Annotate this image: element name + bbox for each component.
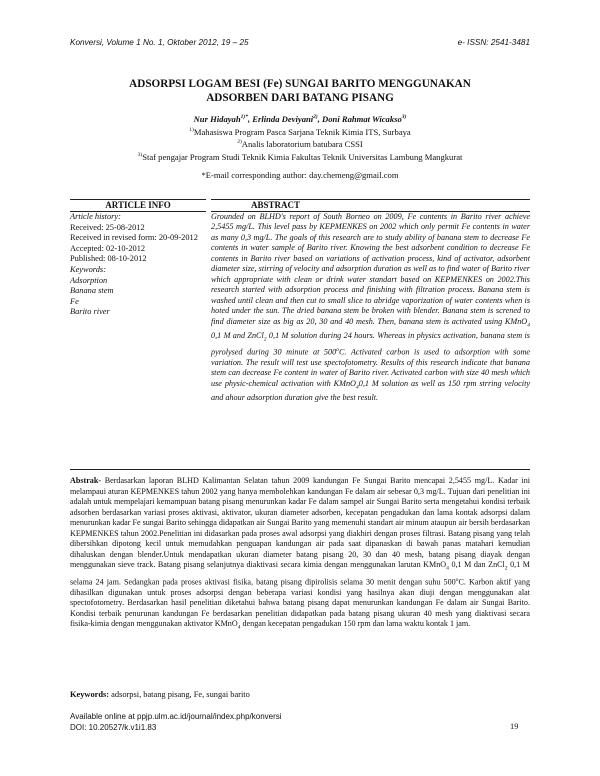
affiliation-3-text: Staf pengajar Program Studi Teknik Kimia Fakultas Teknik Universitas Lambung Mangkurat bbox=[142, 151, 463, 162]
keywords-line-text: adsorpsi, batang pisang, Fe, sungai barito bbox=[109, 690, 250, 699]
author-2-mark: 2) bbox=[313, 114, 318, 120]
abstrak-part-4: C. Karbon aktif yang dihasilkan digunakan untuk proses adsorpsi dengan beberapa variasi kondisi yang hasilnya akan diuji dengan menggunakan alat spectofotometry. Berdasarkan hasil penelitian diketahui bahwa batang pisang dapat menurunkan kandungan Fe dalam air Sungai Barito. Kondisi terbaik penurunan kandungan Fe berdasarkan penelitian didapatkan pada batang pisang ukuran 40 mesh yang diaktivasi secara fisika-kimia dengan menggunakan aktivator KMnO bbox=[70, 577, 530, 629]
revised-date: Received in revised form: 20-09-2012 bbox=[70, 233, 198, 243]
article-info-heading: ARTICLE INFO bbox=[70, 199, 206, 212]
affiliation-1-mark: 1) bbox=[189, 126, 194, 133]
abstrak-part-2: 0,1 M dan ZnCl bbox=[448, 560, 505, 570]
abstract-en-degree: o bbox=[336, 346, 339, 353]
abstract-heading: ABSTRACT bbox=[211, 199, 530, 212]
abstract-en-part-5: 0,1 M solution as well as 150 rpm strring velocity and ahour adsorption duration give the best result. bbox=[211, 378, 530, 402]
affiliation-2-text: Analis laboratorium batubara CSSI bbox=[241, 138, 363, 149]
abstrak-part-3: 0,1 M selama 24 jam. Sedangkan pada proses aktivasi fisika, batang pisang dipirolisis selama 30 menit dengan suhu 500 bbox=[70, 560, 530, 587]
received-date: Received: 25-08-2012 bbox=[70, 222, 145, 232]
abstract-en-sub-3: 4 bbox=[355, 384, 359, 391]
paper-title bbox=[0, 78, 600, 105]
article-info-list bbox=[70, 212, 206, 318]
abstrak-label: Abstrak- bbox=[70, 476, 102, 485]
abstrak-degree: o bbox=[455, 576, 459, 583]
box-bottom-rule bbox=[70, 469, 530, 470]
abstrak-part-1: Berdasarkan laporan BLHD Kalimantan Selatan tahun 2009 kandungan Fe Sungai Barito mencapai 2,5455 mg/L. Kadar ini melampaui aturan KEPMENKES tahun 2002 yang hanya membolehkan kandungan Fe dalam air sebesar 0,3 mg/L. Tujuan dari penelitian ini adalah untuk mempelajari kemampuan batang pisang menurunkan kadar Fe dalam sampel air Sungai Barito serta mengetahui kondisi terbaik adsorben berdasarkan variasi proses aktivasi, aktivator, ukuran diameter adsorben, kecepatan pengadukan dan lama kontak adsorpsi dalam menurunkan kadar Fe sungai Barito sehingga didapatkan air Sungai Barito yang memenuhi standart air minum ataupun air bersih berdasarkan KEPMENKES tahun 2002.Penelitian ini didasarkan pada proses awal adsorpsi yang diakhiri dengan proses filtrasi. Batang pisang yang telah dibersihkan dipotong kecil untuk memudahkan penguapan kandungan air pada saat dipanaskan di bawah panas matahari kemudian dihaluskan dengan blender.Untuk mendapatkan ukuran diameter batang pisang 20, 30 dan 40 mesh, batang pisang diayak dengan menggunakan sieve track. Batang pisang selanjutnya diaktivasi secara kimia dengan menggunakan larutan KMnO bbox=[70, 476, 530, 570]
keywords-label: Keywords: bbox=[70, 264, 106, 274]
keywords-line bbox=[70, 690, 530, 699]
affiliation-2-mark: 2) bbox=[237, 139, 242, 146]
keyword-3: Fe bbox=[70, 296, 79, 306]
author-3-mark: 3) bbox=[401, 114, 407, 120]
abstract-en-part-3: 0,1 M solution during 24 hours. Whereas in physics activation, banana stem is pyrolysed during 30 minute at 500 bbox=[211, 330, 530, 357]
abstract-english-text bbox=[211, 212, 530, 403]
page-number: 19 bbox=[510, 722, 519, 731]
corresponding-email: *E-mail corresponding author: day.chemeng@gmail.com bbox=[201, 170, 399, 180]
abstract-en-part-4: C. Activated carbon is used to adsorption with some variation. The result will test use spectofotometry. Results of this research indicate that banana stem can decrease Fe content in water of Barito river. Activated carbon with size 40 mesh which use physic-chemical activation with KMnO bbox=[211, 347, 530, 388]
abstract-en-part-1: Grounded on BLHD's report of South Borneo on 2009, Fe contents in Barito river achieve 2,5455 mg/L. This level pass by KEPMENKES on 2002 which only permit Fe contents in water as many 0,3 mg/L. The goals of this research are to study ability of banana stem to decrease Fe contents in water sample of Barito river. Knowing the best adsorbent condition to decrease Fe contents in Barito river based on variations of activation process, kind of activator, adsorbent diameter size, stirring of velocity and adsorption duration as well as to find water of Barito river which appropriate with clean or drink water standart based on KEPMENKES on 2002.This research started with adsorption process and finishing with filtration process. Banana stem is washed until clean and then cut to small slice to abridge vaporization of water contents when is hoted under the sun. The dried banana stem be broken with blender. Banana stem is screned to find diameter size as big as 20, 30 and 40 mesh. Then, banana stem is activated using KMnO bbox=[211, 212, 530, 326]
abstrak-sub-1: 4 bbox=[446, 565, 449, 572]
info-abstract-boxes bbox=[70, 199, 530, 471]
issn: e- ISSN: 2541-3481 bbox=[457, 38, 530, 47]
title-line-2: ADSORBEN DARI BATANG PISANG bbox=[206, 91, 394, 104]
author-1-mark: 1)* bbox=[240, 114, 248, 120]
running-header bbox=[70, 38, 530, 47]
journal-citation: Konversi, Volume 1 No. 1, Oktober 2012, 19 – 25 bbox=[70, 38, 249, 47]
keywords-line-label: Keywords: bbox=[70, 690, 110, 699]
keyword-4: Barito river bbox=[70, 307, 110, 317]
abstract-en-sub-2: 2 bbox=[263, 336, 267, 343]
affiliation-1 bbox=[0, 125, 600, 138]
author-1: Nur Hidayah bbox=[193, 113, 241, 124]
doi[interactable]: DOI: 10.20527/k.v1i1.83 bbox=[70, 722, 157, 732]
abstract-english bbox=[211, 199, 530, 403]
abstrak-sub-2: 2 bbox=[504, 565, 508, 572]
article-info bbox=[70, 199, 206, 318]
affiliation-3-mark: 3) bbox=[137, 151, 143, 158]
author-names: Nur Hidayah$^{1)*}$, Erlinda Deviyani$^{2)}$, Doni Rahmat Wicakso$^{3)}$ bbox=[193, 113, 407, 124]
keyword-2: Banana stem bbox=[70, 286, 114, 296]
published-date: Published: 08-10-2012 bbox=[70, 254, 147, 264]
affiliation-2 bbox=[0, 137, 600, 150]
availability-link[interactable]: Available online at ppjp.ulm.ac.id/journal/index.php/konversi bbox=[70, 712, 282, 721]
author-2: Erlinda Deviyani bbox=[252, 113, 314, 124]
abstrak-sub-3: 4 bbox=[237, 625, 241, 632]
author-block bbox=[0, 112, 600, 162]
abstract-en-sub-1: 4 bbox=[527, 322, 530, 329]
affiliation-3 bbox=[0, 150, 600, 163]
abstrak-part-5: dengan kecepatan pengadukan 150 rpm dan lama waktu kontak 1 jam. bbox=[240, 619, 471, 629]
keyword-1: Adsorption bbox=[70, 275, 108, 285]
accepted-date: Accepted: 02-10-2012 bbox=[70, 243, 146, 253]
title-line-1: ADSORPSI LOGAM BESI (Fe) SUNGAI BARITO MENGGUNAKAN bbox=[129, 78, 471, 90]
affiliation-1-text: Mahasiswa Program Pasca Sarjana Teknik Kimia ITS, Surbaya bbox=[193, 126, 411, 137]
author-3: Doni Rahmat Wicakso bbox=[322, 113, 402, 124]
abstrak-indonesian bbox=[70, 476, 530, 634]
history-label: Article history: bbox=[70, 212, 121, 221]
abstract-en-part-2: 0,1 M and ZnCl bbox=[211, 330, 264, 340]
page-footer bbox=[70, 712, 282, 733]
